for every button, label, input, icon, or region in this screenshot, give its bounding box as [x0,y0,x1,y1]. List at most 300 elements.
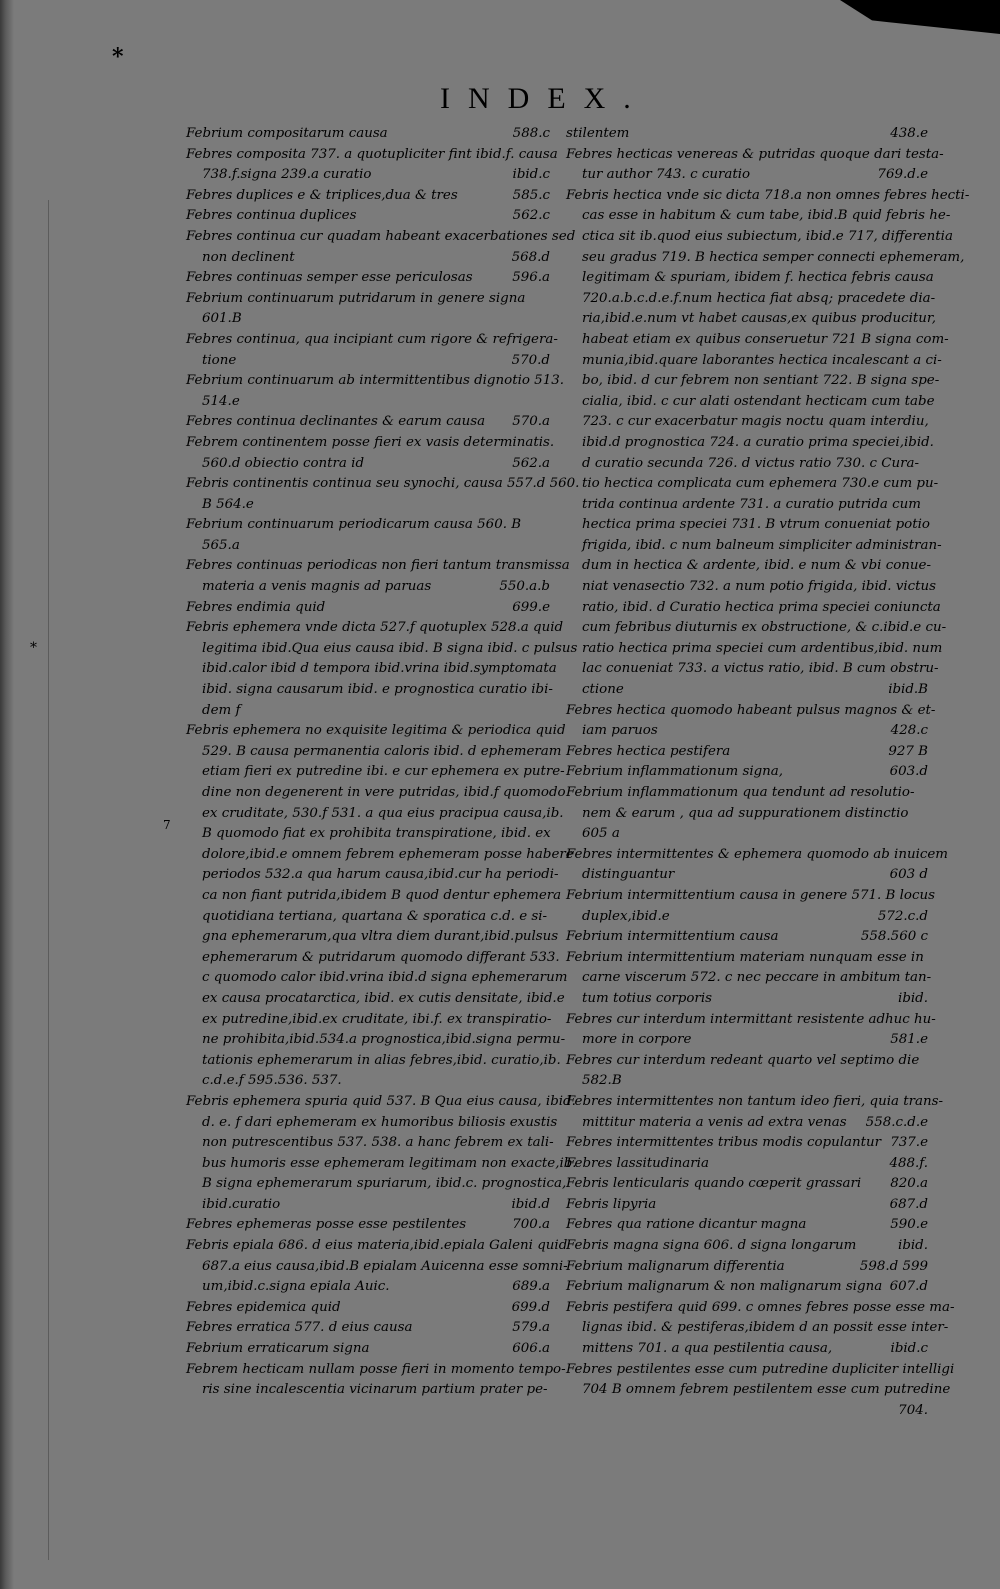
entry-page-ref [935,701,941,722]
index-entry [186,598,550,619]
entry-continuation [566,1339,928,1360]
entry-text: Febrium malignarum differentia [566,1258,785,1274]
index-entry [186,206,550,227]
entry-text: Febres intermittentes tribus modis copulantur [566,1135,882,1151]
entry-headline [186,206,550,227]
entry-text: Febris hectica vnde sic dicta 718.a non omnes febres hecti- [566,187,970,203]
entry-page-ref [934,433,940,454]
entry-text: tione [202,352,237,368]
entry-text: Febris magna signa 606. d signa longarum [566,1238,857,1254]
entry-headline [566,1277,928,1298]
entry-text: 704 B omnem febrem pestilentem esse cum putredine [582,1382,951,1398]
entry-text: Febres continua duplices [186,208,357,224]
entry-continuation [566,1030,928,1051]
entry-page-ref: 558.c.d.e [865,1114,928,1130]
index-entry [566,886,935,927]
entry-headline [186,371,564,392]
entry-continuation [566,804,928,825]
entry-headline [186,721,566,742]
entry-text: frigida, ibid. c num balneum simpliciter administran- [582,537,942,553]
index-entry [566,783,928,845]
entry-page-ref: 737.e [890,1135,928,1151]
index-entry [566,1051,928,1092]
entry-page-ref [950,1380,956,1401]
entry-text: ctica sit ib.quod eius subiectum, ibid.e 717, differentia [582,228,953,244]
entry-page-ref: 550.a.b [499,579,550,595]
entry-continuation [566,412,928,433]
entry-page-ref: 428.c [890,723,928,739]
entry-text: distinguantur [582,867,675,883]
entry-text: um,ibid.c.signa epiala Auic. [202,1279,390,1295]
entry-page-ref [547,907,553,928]
entry-page-ref [544,495,550,516]
entry-page-ref: ibid.d [511,1196,550,1212]
index-entry [566,1133,928,1154]
entry-text: Febris ephemera spuria quid 537. B Qua eius causa, ibid. [186,1093,576,1109]
entry-page-ref: 699.e [512,599,550,615]
entry-continuation [186,824,550,845]
entry-headline [186,330,558,351]
entry-page-ref: ibid.c [890,1341,928,1357]
entry-text: tur author 743. c curatio [582,167,751,183]
entry-text: ephemerarum & putridarum quomodo differant 533. [202,949,560,965]
entry-continuation [186,1071,550,1092]
entry-page-ref: 581.e [890,1032,928,1048]
entry-headline [566,1092,944,1113]
entry-continuation [566,1380,951,1401]
entry-page-ref [558,145,564,166]
entry-text: legitima ibid.Qua eius causa ibid. B signa ibid. c pulsus [202,640,578,656]
entry-page-ref: 579.a [512,1320,550,1336]
entry-text: Febres endimia quid [186,599,326,615]
index-entry [566,186,970,701]
entry-page-ref: 820.a [890,1176,928,1192]
entry-continuation [566,907,928,928]
index-entry [186,433,555,474]
entry-page-ref: 562.c [512,208,550,224]
entry-text: Febrem hecticam nullam posse fieri in momento tempo- [186,1361,566,1377]
entry-page-ref: 588.c [512,126,550,141]
entry-text: Febris lenticularis quando cœperit grassari [566,1176,862,1192]
entry-page-ref: 689.a [512,1279,550,1295]
entry-text: Febres intermittentes non tantum ideo fieri, quia trans- [566,1093,944,1109]
index-entry [186,145,558,186]
entry-text: carne viscerum 572. c nec peccare in ambitum tan- [582,970,932,986]
index-entry [566,1092,944,1133]
entry-continuation [186,165,550,186]
entry-text: Febrium malignarum & non malignarum signa [566,1279,883,1295]
index-column-right [566,124,970,1421]
entry-continuation [186,1195,550,1216]
entry-text: legitimam & spuriam, ibidem f. hectica febris causa [582,270,934,286]
entry-page-ref: 596.a [512,270,550,286]
entry-continuation [186,392,550,413]
index-entry [566,845,948,886]
entry-headline [186,474,580,495]
entry-continuation [186,783,566,804]
entry-text: hectica prima speciei 731. B vtrum conueniat potio [582,517,930,533]
entry-continuation [186,742,562,763]
entry-headline [186,227,576,248]
entry-text: lac conueniat 733. a victus ratio, ibid. B cum obstru- [582,661,939,677]
entry-text: non putrescentibus 537. 538. a hanc febrem ex tali- [202,1135,554,1151]
entry-text: gna ephemerarum,qua vltra diem durant,ibid.pulsus [202,929,559,945]
entry-headline [566,1215,928,1236]
entry-text: non declinent [202,249,295,265]
entry-continuation [566,165,928,186]
entry-page-ref [948,845,954,866]
entry-text: 723. c cur exacerbatur magis noctu quam interdiu, [582,414,929,430]
index-entry [186,515,550,556]
entry-text: periodos 532.a qua harum causa,ibid.cur ha periodi- [202,867,559,883]
entry-text: mittitur materia a venis ad extra venas [582,1114,847,1130]
entry-continuation [186,701,550,722]
entry-headline [186,289,550,310]
entry-text: Febres continua, qua incipiant cum rigore & refrigera- [186,331,558,347]
entry-headline [186,1236,568,1257]
entry-text: d. e. f dari ephemeram ex humoribus biliosis exustis [202,1114,558,1130]
entry-page-ref: 700.a [512,1217,550,1233]
index-entry [186,474,580,515]
entry-continuation [186,1113,558,1134]
entry-page-ref [944,145,950,166]
entry-text: habeat etiam ex quibus conseruetur 721 B signa com- [582,331,949,347]
entry-text: Febres lassitudinaria [566,1155,709,1171]
entry-continuation [566,968,932,989]
entry-text: Febres ephemeras posse esse pestilentes [186,1217,467,1233]
entry-page-ref [558,330,564,351]
index-entry [186,556,570,597]
entry-page-ref [922,1051,928,1072]
entry-continuation [186,1257,568,1278]
entry-headline [186,145,558,166]
entry-text: 738.f.signa 239.a curatio [202,167,372,183]
entry-continuation [566,289,936,310]
entry-page-ref [936,577,942,598]
entry-headline [566,783,928,804]
entry-page-ref [551,1010,557,1031]
gutter-line [48,200,49,1560]
entry-continuation [186,927,559,948]
entry-page-ref [929,412,935,433]
entry-page-ref [544,536,550,557]
entry-text: 720.a.b.c.d.e.f.num hectica fiat absq; pracedete dia- [582,290,936,306]
entry-page-ref [557,1113,563,1134]
entry-page-ref [922,454,928,475]
entry-text: etiam fieri ex putredine ibi. e cur ephemera ex putre- [202,764,565,780]
entry-continuation [186,1010,550,1031]
entry-headline [186,618,564,639]
entry-continuation [186,495,550,516]
entry-continuation [186,639,578,660]
index-entry [186,1339,550,1360]
entry-page-ref [558,927,564,948]
entry-continuation [186,1277,550,1298]
entry-text: Febres intermittentes & ephemera quomodo ab inuicem [566,846,948,862]
index-entry [566,1010,936,1051]
entry-continuation [186,248,550,269]
entry-headline [566,124,928,145]
entry-text: Febres continua cur quadam habeant exacerbationes sed [186,228,576,244]
index-entry [566,1298,955,1360]
entry-headline [186,412,550,433]
entry-text: Febrem continentem posse fieri ex vasis determinatis. [186,434,555,450]
entry-text: Febrium intermittentium causa [566,929,779,945]
entry-page-ref [950,206,956,227]
entry-text: 582.B [582,1073,622,1089]
entry-headline [186,556,570,577]
entry-text: dine non degenerent in vere putridas, ibid.f quomodo [202,785,566,800]
entry-headline [566,1174,928,1195]
entry-headline [566,948,928,969]
entry-page-ref: 572.c.d [877,908,928,924]
entry-page-ref [942,639,948,660]
page-title: INDEX. [440,82,649,115]
entry-continuation [186,536,550,557]
entry-continuation [566,227,953,248]
entry-page-ref: ibid.B [888,682,928,698]
entry-headline [186,268,550,289]
entry-text: Febres cur interdum redeant quarto vel septimo die [566,1052,920,1068]
entry-page-ref [557,659,563,680]
entry-page-ref [922,783,928,804]
entry-page-ref [969,186,975,207]
entry-continuation [566,721,928,742]
entry-headline [186,186,550,207]
index-entry [186,124,550,145]
index-entry [566,1236,928,1257]
entry-page-ref [560,948,566,969]
index-entry [186,721,574,1092]
entry-page-ref [551,824,557,845]
entry-page-ref: 590.e [890,1217,928,1233]
entry-headline [186,1215,550,1236]
entry-text: 565.a [202,537,240,553]
entry-page-ref [544,309,550,330]
entry-text: munia,ibid.quare laborantes hectica incalescant a ci- [582,352,942,368]
entry-continuation [566,618,947,639]
entry-text: bus humoris esse ephemeram legitimam non exacte,ib. [202,1155,577,1171]
entry-headline [566,762,928,783]
entry-text: Febris epiala 686. d eius materia,ibid.epiala Galeni quid [186,1238,568,1254]
entry-text: cas esse in habitum & cum tabe, ibid.B quid febris he- [582,208,951,224]
entry-text: 514.e [202,393,240,409]
entry-continuation [186,1380,550,1401]
entry-page-ref: ibid. [898,1238,928,1254]
entry-text: Febres qua ratione dicantur magna [566,1217,807,1233]
entry-text: trida continua ardente 731. a curatio putrida cum [582,496,921,512]
entry-page-ref [936,309,942,330]
entry-continuation [566,309,937,330]
entry-continuation [186,762,565,783]
entry-text: Febres cur interdum intermittant resistente adhuc hu- [566,1011,936,1027]
entry-text: 605 a [582,826,620,842]
entry-page-ref [938,474,944,495]
entry-continuation [566,330,949,351]
entry-continuation [566,351,942,372]
entry-text: ex putredine,ibid.ex cruditate, ibi.f. ex transpiratio- [202,1011,552,1027]
entry-headline [566,927,928,948]
entry-continuation [566,1318,949,1339]
entry-continuation [566,392,935,413]
entry-headline [566,701,936,722]
entry-page-ref: ibid. [898,990,928,1006]
entry-page-ref: 606.a [512,1341,550,1357]
entry-continuation [186,1133,554,1154]
entry-page-ref: 488.f. [889,1155,928,1171]
entry-page-ref [942,351,948,372]
entry-continuation [566,495,928,516]
entry-text: Febres continuas periodicas non fieri tantum transmissa [186,558,570,574]
entry-headline [566,1360,955,1381]
entry-continuation [566,577,937,598]
entry-continuation [566,1071,928,1092]
entry-headline [186,1318,550,1339]
entry-page-ref [939,659,945,680]
entry-text: cum febribus diuturnis ex obstructione, & c.ibid.e cu- [582,620,947,636]
entry-headline [566,1051,928,1072]
entry-headline [186,598,550,619]
index-entry [186,1215,550,1236]
entry-continuation [186,865,559,886]
entry-page-ref [934,268,940,289]
entry-text: ctione [582,682,624,698]
entry-text: Febres hecticas venereas & putridas quoque dari testa- [566,146,944,162]
entry-headline [186,1298,550,1319]
scan-binding-edge [0,0,14,1589]
entry-text: cialia, ibid. c cur alati ostendant hecticam cum tabe [582,393,935,409]
entry-text: dolore,ibid.e omnem febrem ephemeram posse habere [202,846,574,862]
entry-text: Febris ephemera vnde dicta 527.f quotuplex 528.a quid [186,620,564,636]
entry-text: Febrium inflammationum qua tendunt ad resolutio- [566,785,915,800]
entry-text: stilentem [566,126,630,141]
entry-text: quotidiana tertiana, quartana & sporatica c.d. e si- [202,908,548,924]
entry-page-ref [953,227,959,248]
entry-page-ref [949,330,955,351]
entry-continuation [186,309,550,330]
entry-text: lignas ibid. & pestiferas,ibidem d an possit esse inter- [582,1320,949,1336]
entry-page-ref [946,618,952,639]
entry-headline [566,145,944,166]
entry-text: ria,ibid.e.num vt habet causas,ex quibus producitur, [582,311,937,327]
entry-continuation [186,804,564,825]
entry-text: ris sine incalescentia vicinarum partium prater pe- [202,1382,548,1398]
entry-page-ref [931,556,937,577]
entry-continuation [186,454,550,475]
entry-continuation [186,1154,577,1175]
entry-text: Febris pestifera quid 699. c omnes febres posse esse ma- [566,1299,955,1315]
entry-continuation [186,989,565,1010]
entry-page-ref: 704. [898,1402,928,1418]
entry-page-ref [554,1133,560,1154]
entry-page-ref [954,1360,960,1381]
entry-text: niat venasectio 732. a num potio frigida, ibid. victus [582,579,937,595]
entry-headline [186,515,550,536]
entry-page-ref: 769.d.e [877,167,928,183]
entry-text: 601.B [202,311,242,327]
entry-continuation [186,659,557,680]
entry-continuation [566,515,928,536]
entry-text: c quomodo calor ibid.vrina ibid.d signa ephemerarum [202,970,568,986]
entry-continuation [566,598,941,619]
index-entry [566,948,932,1010]
entry-text: c.d.e.f 595.536. 537. [202,1073,342,1089]
entry-text: B quomodo fiat ex prohibita transpiratione, ibid. ex [202,826,551,842]
entry-page-ref: 568.d [511,249,550,265]
entry-page-ref [544,701,550,722]
entry-continuation [566,474,939,495]
entry-headline [186,1092,576,1113]
entry-headline [566,886,935,907]
entry-text: tationis ephemerarum in alias febres,ibid. curatio,ib. [202,1052,561,1068]
entry-page-ref: 607.d [889,1279,928,1295]
entry-text: materia a venis magnis ad paruas [202,579,432,595]
entry-page-ref [924,948,930,969]
entry-page-ref [931,968,937,989]
entry-page-ref: ibid.c [512,167,550,183]
index-entry [186,330,558,371]
entry-text: Febrium compositarum causa [186,126,388,141]
index-entry [186,371,564,412]
index-entry [566,1195,928,1216]
entry-continuation [566,433,934,454]
entry-text: nem & earum , qua ad suppurationem distinctio [582,805,909,821]
entry-continuation [186,351,550,372]
margin-mark-top: * [112,44,124,70]
entry-text: ratio hectica prima speciei cum ardentibus,ibid. num [582,640,943,656]
entry-headline [566,186,970,207]
index-entry [566,762,928,783]
entry-page-ref [943,1092,949,1113]
index-entry [186,1298,550,1319]
entry-continuation [566,248,965,269]
entry-page-ref [544,392,550,413]
entry-page-ref [922,495,928,516]
entry-continuation [566,865,928,886]
index-entry [566,1257,928,1278]
entry-text: Febres hectica pestifera [566,743,731,759]
index-entry [186,412,550,433]
entry-text: Febris lipyria [566,1196,657,1212]
entry-text: ca non fiant putrida,ibidem B quod dentur ephemera [202,887,562,903]
entry-headline [566,1236,928,1257]
index-entry [566,1215,928,1236]
index-entry [566,145,944,186]
entry-continuation [186,968,568,989]
entry-page-ref: 699.d [511,1299,550,1315]
entry-page-ref [935,886,941,907]
entry-text: 560.d obiectio contra id [202,455,365,471]
entry-text: iam paruos [582,723,658,739]
index-entry [186,268,550,289]
entry-continuation [566,268,934,289]
entry-page-ref: 598.d 599 [859,1258,928,1274]
entry-continuation [566,1401,928,1422]
entry-text: Febrium continuarum periodicarum causa 560. B [186,517,522,533]
entry-page-ref [554,433,560,454]
entry-continuation [566,536,942,557]
page-corner-fold [840,0,1000,34]
entry-page-ref [548,1380,554,1401]
entry-headline [186,1339,550,1360]
entry-text: Febris continentis continua seu synochi, causa 557.d 560. [186,476,580,492]
entry-page-ref [553,680,559,701]
entry-continuation [186,1030,566,1051]
entry-continuation [566,454,928,475]
entry-text: Febrium intermittentium causa in genere 571. B locus [566,887,935,903]
entry-text: mittens 701. a qua pestilentia causa, [582,1341,833,1357]
entry-headline [566,1154,928,1175]
